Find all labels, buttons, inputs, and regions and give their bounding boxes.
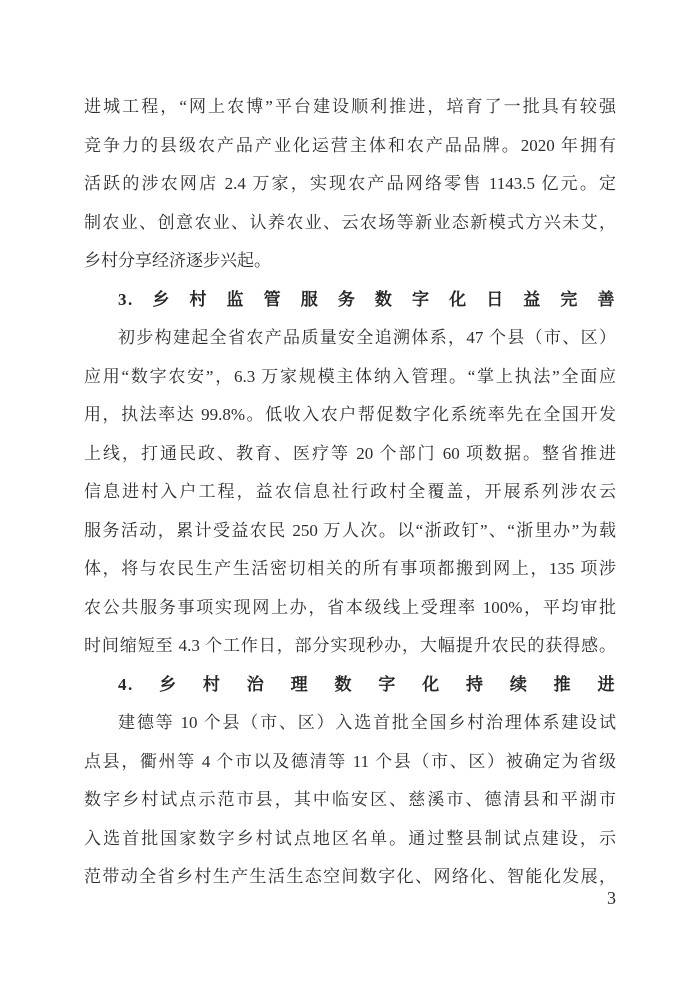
text-line: 入选首批国家数字乡村试点地区名单。通过整县制试点建设，示 — [84, 828, 616, 848]
text-line: 服务活动，累计受益农民 250 万人次。以“浙政钉”、“浙里办”为载 — [84, 520, 616, 540]
text-line: 应用“数字农安”，6.3 万家规模主体纳入管理。“掌上执法”全面应 — [84, 366, 616, 386]
text-line: 农公共服务事项实现网上办，省本级线上受理率 100%，平均审批 — [84, 597, 616, 617]
text-line: 时间缩短至 4.3 个工作日，部分实现秒办，大幅提升农民的获得感。 — [84, 636, 616, 655]
text-line: 乡村分享经济逐步兴起。 — [84, 251, 271, 270]
section-heading: 3.乡村监管服务数字化日益完善 — [118, 289, 616, 309]
paragraph — [84, 319, 616, 666]
text-line: 进城工程，“网上农博”平台建设顺利推进，培育了一批具有较强 — [84, 97, 616, 116]
paragraph — [84, 88, 616, 281]
text-line: 竞争力的县级农产品产业化运营主体和农产品品牌。2020 年拥有 — [84, 135, 616, 155]
document-body — [84, 88, 616, 897]
text-line: 建德等 10 个县（市、区）入选首批全国乡村治理体系建设试 — [118, 713, 616, 732]
text-line: 点县，衢州等 4 个市以及德清等 11 个县（市、区）被确定为省级 — [84, 751, 616, 771]
text-line: 信息进村入户工程，益农信息社行政村全覆盖，开展系列涉农云 — [84, 482, 616, 501]
text-line: 范带动全省乡村生产生活生态空间数字化、网络化、智能化发展， — [84, 867, 616, 886]
page-number: 3 — [607, 888, 616, 908]
section-heading: 4.乡村治理数字化持续推进 — [118, 674, 616, 694]
text-line: 活跃的涉农网店 2.4 万家，实现农产品网络零售 1143.5 亿元。定 — [84, 174, 616, 193]
text-line: 制农业、创意农业、认养农业、云农场等新业态新模式方兴未艾， — [84, 212, 616, 232]
text-line: 体，将与农民生产生活密切相关的所有事项都搬到网上，135 项涉 — [84, 559, 616, 578]
paragraph — [84, 704, 616, 897]
text-line: 数字乡村试点示范市县，其中临安区、慈溪市、德清县和平湖市 — [84, 790, 616, 809]
text-line: 上线，打通民政、教育、医疗等 20 个部门 60 项数据。整省推进 — [84, 443, 616, 463]
text-line: 初步构建起全省农产品质量安全追溯体系，47 个县（市、区） — [118, 328, 616, 347]
text-line: 用，执法率达 99.8%。低收入农户帮促数字化系统率先在全国开发 — [84, 405, 616, 424]
